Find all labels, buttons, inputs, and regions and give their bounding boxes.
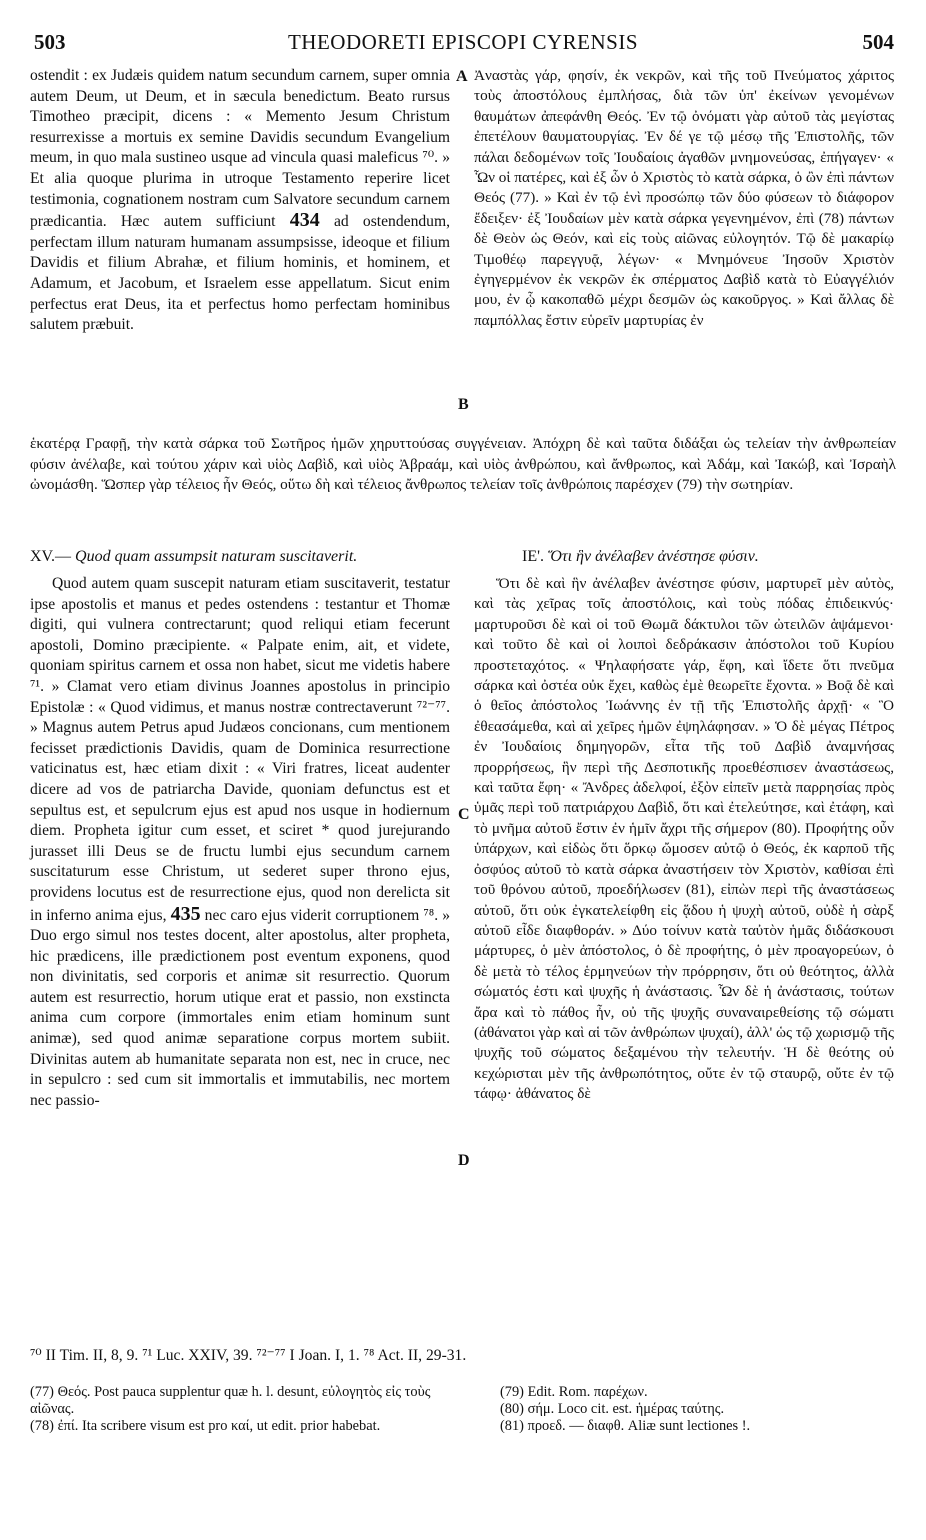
latin-column-bottom	[30, 574, 450, 1111]
footnote-81: (81) προεδ. — διαφθ. Aliæ sunt lectiones !.	[500, 1418, 751, 1434]
latin-text-top-1: ostendit : ex Judæis quidem natum secundum carnem, super omnia autem Deum, ut Deum, et in sæcula benedictum. Beato rursus Timotheo præcipit, dicens : « Memento Jesum Christum resurrexisse a mortuis ex semine Davidis secundum Evangelium meum, in quo mala sustineo usque ad vincula quasi maleficus ⁷⁰. » Et alia quoque plurima in utroque Testamento reperire licet testimonia, cognationem nostram cum Salvatore secundum carnem prædicantia. Hæc autem sufficiunt	[30, 67, 450, 231]
latin-paragraph-2	[30, 574, 450, 1111]
page-number-left: 503	[34, 30, 66, 54]
margin-letter-b: B	[458, 396, 469, 413]
footnotes-left	[30, 1384, 460, 1435]
greek-column-bottom	[474, 574, 894, 1105]
greek-paragraph-top: Ἀναστὰς γάρ, φησίν, ἐκ νεκρῶν, καὶ τῆς τοῦ Πνεύματος χάριτος τοὺς ἀποστόλους ἐμπλήσας, διὰ τῶν ὑπ' ἐκείνων γενομένων θαυμάτων ἀπεφάνθη Θεός. Ἐν τῷ ὀνόματι γὰρ αὐτοῦ τὰς μεγίστας ἐπετέλουν θαυματουργίας. Ἐν δέ γε τῷ μέσῳ τῆς Ἐπιστολῆς, τῶν πάλαι δεδομένων τοῖς Ἰουδαίοις ἀγαθῶν μνημονεύσας, ἐπήγαγεν· « Ὧν οἱ πατέρες, καὶ ἐξ ὧν ὁ Χριστὸς τὸ κατὰ σάρκα, ὁ ὢν ἐπὶ πάντων Θεός (77). » Καὶ ἐν τῷ ἑνὶ προσώπῳ τῶν δύο φύσεων τὸ διάφορον ἔδειξεν· ἐξ Ἰουδαίων μὲν κατὰ σάρκα γεγενημένον, ἐπὶ (78) πάντων δὲ Θεὸν ὡς Θεόν, καὶ εἰς τοὺς αἰῶνας εὐλογητόν. Τῷ δὲ μακαρίῳ Τιμοθέῳ παρεγγυᾷ, λέγων· « Μνημόνευε Ἰησοῦν Χριστὸν ἐγηγερμένον ἐκ νεκρῶν ἐκ σπέρματος Δαβὶδ κατὰ τὸ Εὐαγγέλιόν μου, ἐν ᾧ κακοπαθῶ μέχρι δεσμῶν ὡς κακοῦργος. » Καὶ ἄλλας δὲ παμπόλλας ἔστιν εὑρεῖν μαρτυρίας ἐν	[474, 67, 894, 329]
footnote-78: (78) ἐπί. Ita scribere visum est pro καί, ut edit. prior habebat.	[30, 1418, 381, 1434]
margin-letter-d: D	[458, 1152, 470, 1169]
footnote-77: (77) Θεός. Post pauca supplentur quæ h. l. desunt, εὐλογητὸς εἰς τοὺς αἰῶνας.	[30, 1384, 431, 1417]
latin-column-top	[30, 66, 450, 336]
footnotes-right	[500, 1384, 896, 1435]
latin-text-top-2: ad ostendendum, perfectam illum naturam humanam assumpsisse, ideoque et filium Davidis et filium Abrahæ, et filium hominis, et hominem, et Adamum, et Jacobum, et Israelem esse appellatum. Sicut enim perfectus erat Deus, ita et perfectus homo perfectam hominibus salutem præbuit.	[30, 213, 450, 334]
scripture-references: ⁷⁰ II Tim. II, 8, 9. ⁷¹ Luc. XXIV, 39. ⁷²⁻⁷⁷ I Joan. I, 1. ⁷⁸ Act. II, 29-31.	[30, 1347, 467, 1364]
greek-column-top	[474, 66, 894, 331]
section-heading-greek	[522, 548, 759, 566]
section-title-greek: Ὅτι ἣν ἀνέλαβεν ἀνέστησε φύσιν.	[547, 548, 759, 565]
running-title: THEODORETI EPISCOPI CYRENSIS	[287, 30, 639, 54]
section-title-latin: Quod quam assumpsit naturam suscitaverit.	[75, 548, 358, 565]
greek-fullwidth	[30, 434, 896, 496]
section-number-greek: ΙΕ'.	[522, 548, 544, 565]
latin-paragraph-1	[30, 66, 450, 336]
page-number-right: 504	[862, 30, 894, 54]
section-heading-latin	[30, 548, 357, 566]
greek-fullwidth-text: ἑκατέρᾳ Γραφῇ, τὴν κατὰ σάρκα τοῦ Σωτῆρος ἡμῶν χηρυττούσας συγγένειαν. Ἀπόχρη δὲ καὶ ταῦτα διδάξαι ὡς τελείαν τὴν ἀνθρωπείαν φύσιν ἀνέλαβε, καὶ τούτου χάριν καὶ υἱὸς Δαβὶδ, καὶ υἱὸς Ἀβραάμ, καὶ υἱὸς ἀνθρώπου, καὶ ἄνθρωπος, καὶ Ἀδάμ, καὶ Ἰακώβ, καὶ Ἰσραὴλ ὠνομάσθη. Ὥσπερ γὰρ τέλειος ἦν Θεός, οὕτω δὴ καὶ τέλειος ἄνθρωπος τελείαν τοῖς ἀνθρώποις παρέσχεν (79) τὴν σωτηρίαν.	[30, 435, 896, 494]
latin-text-bottom-1: Quod autem quam suscepit naturam etiam suscitaverit, testatur ipse apostolis et manus et pedes ostendens : testantur et Thomæ digiti, qui vulnera contrectarunt; quod reliqui etiam fecerunt apostoli, Domino præcipiente. « Palpate enim, ait, et videte, quoniam spiritus carnem et ossa non habet, sicut me videtis habere ⁷¹. » Clamat vero etiam divinus Joannes apostolus in principio Epistolæ : « Quod vidimus, et manus nostræ contrectaverunt ⁷²⁻⁷⁷. » Magnus autem Petrus apud Judæos concionans, cum mentionem fecisset prædictionis Davidis, quam de Dominica resurrectione vaticinatus est, hæc etiam dixit : « Viri fratres, liceat audenter dicere ad vos de patriarcha Davide, quoniam defunctus est et sepultus est, et sepulcrum ejus est apud nos usque in hodiernum diem. Propheta igitur cum esset, et sciret * quod jurejurando jurasset illi Deus se de fructu lumbi ejus secundum carnem suscitaturum esse Christum, ut sederet super throno ejus, providens locutus est de resurrectione ejus, quod non derelicta sit in inferno anima ejus,	[30, 575, 450, 924]
column-number-435: 435	[170, 902, 201, 925]
margin-letter-a: A	[456, 68, 468, 85]
footnote-79: (79) Edit. Rom. παρέχων.	[500, 1384, 648, 1400]
footnote-80: (80) σήμ. Loco cit. est. ἡμέρας ταύτης.	[500, 1401, 725, 1417]
column-number-434: 434	[289, 209, 320, 232]
page-header	[30, 30, 896, 60]
greek-paragraph-bottom: Ὅτι δὲ καὶ ἣν ἀνέλαβεν ἀνέστησε φύσιν, μαρτυρεῖ μὲν αὐτὸς, καὶ τὰς χεῖρας τοῖς ἀποστόλοις, καὶ τοὺς πόδας ἐπιδεικνύς· μαρτυροῦσι δὲ καὶ οἱ τοῦ Θωμᾶ δάκτυλοι τῶν ὠτειλῶν ἁψάμενοι· καὶ τοῦτο δὲ καὶ οἱ λοιποὶ δεδράκασιν ἀπόστολοι τοῦ Κυρίου προστεταχότος. « Ψηλαφήσατε γάρ, ἔφη, καὶ ἴδετε ὅτι πνεῦμα σάρκα καὶ ὀστέα οὐκ ἔχει, καθὼς ἐμὲ θεωρεῖτε ἔχοντα. » Βοᾷ δὲ καὶ ὁ θεῖος ἀπόστολος Ἰωάννης ἐν τῇ τῆς Ἐπιστολῆς ἀρχῇ· « Ὃ ἐθεασάμεθα, καὶ αἱ χεῖρες ἡμῶν ἐψηλάφησαν. » Ὁ δὲ μέγας Πέτρος ἐν Ἰουδαίοις δημηγορῶν, εἶτα τῆς τοῦ Δαβὶδ ἀναμνήσας προρρήσεως, ἣν περὶ τῆς Δεσποτικῆς προεθέσπισεν ἀναστάσεως, καὶ ταῦτα ἔφη· « Ἄνδρες ἀδελφοί, ἐξὸν εἰπεῖν μετὰ παρρησίας πρὸς ὑμᾶς περὶ τοῦ πατριάρχου Δαβὶδ, ὅτι καὶ ἐτελεύτησε, καὶ ἐτάφη, καὶ τὸ μνῆμα αὐτοῦ ἔστιν ἐν ἡμῖν ἄχρι τῆς σήμερον (80). Προφήτης οὖν ὑπάρχων, καὶ εἰδὼς ὅτι ὅρκῳ ὤμοσεν αὐτῷ ὁ Θεός, ἐκ καρποῦ τῆς ὀσφύος αὐτοῦ τὸ κατὰ σάρκα ἀναστήσειν τὸν Χριστὸν, καθίσαι ἐπὶ τοῦ θρόνου αὐτοῦ, προεδήλωσεν (81), εἰπὼν περὶ τῆς ἀναστάσεως αὐτοῦ, ὅτι οὐκ ἐγκατελείφθη εἰς ᾅδου ἡ ψυχὴ αὐτοῦ, οὐδὲ ἡ σὰρξ αὐτοῦ εἶδε διαφθοράν. » Δύο τοίνυν κατὰ ταὐτὸν ἡμᾶς διδάσκουσι μάρτυρες, ὁ μὲν ἀπόστολος, ὁ δὲ προφήτης, ὁ μὲν προαγορεύων, ὁ δὲ μετὰ τὸ τέλος ἑρμηνεύων τὴν πρόρρησιν, ὅτι οὐ θεότητος, ἀλλὰ σώματός ἐστι καὶ ψυχῆς ἡ ἀνάστασις. Ὧν δὲ ἡ ἀνάστασις, τούτων ἄρα καὶ τὸ πάθος ἦν, οὐ τῆς ψυχῆς συναναιρεθείσης τῷ σώματι (ἀθάνατοι γὰρ καὶ αἱ τῶν ἀνθρώπων ψυχαί), ἀλλ' ὡς τῷ χωρισμῷ τῆς ψυχῆς τοῦ σώματος δεξαμένου τὴν τελευτήν. Ἡ δὲ θεότης οὐ κεχώρισται μὲν τῆς ἀνθρωπότητος, οὔτε ἐν τῷ σταυρῷ, οὔτε ἐν τῷ τάφῳ· ἀθάνατος δὲ	[474, 575, 894, 1103]
margin-letter-c: C	[458, 806, 470, 823]
latin-text-bottom-2: nec caro ejus viderit corruptionem ⁷⁸. » Duo ergo simul nos testes docent, alter apostolus, alter propheta, hic prædicens, ille prædictionem post eventum exponens, quod non divinitatis, sed corporis et animæ sit resurrectio. Quorum autem est resurrectio, horum utique erat et passio, non exstincta anima cum corpore (immortales enim etiam hominum sunt animæ), sed quod animæ separatione corpus mortem subiit. Divinitas autem ab humanitate separata non est, nec in cruce, nec in sepulcro : sed cum sit immortalis et immutabilis, nec mortem nec passio-	[30, 906, 450, 1109]
section-number-latin: XV.—	[30, 548, 72, 565]
